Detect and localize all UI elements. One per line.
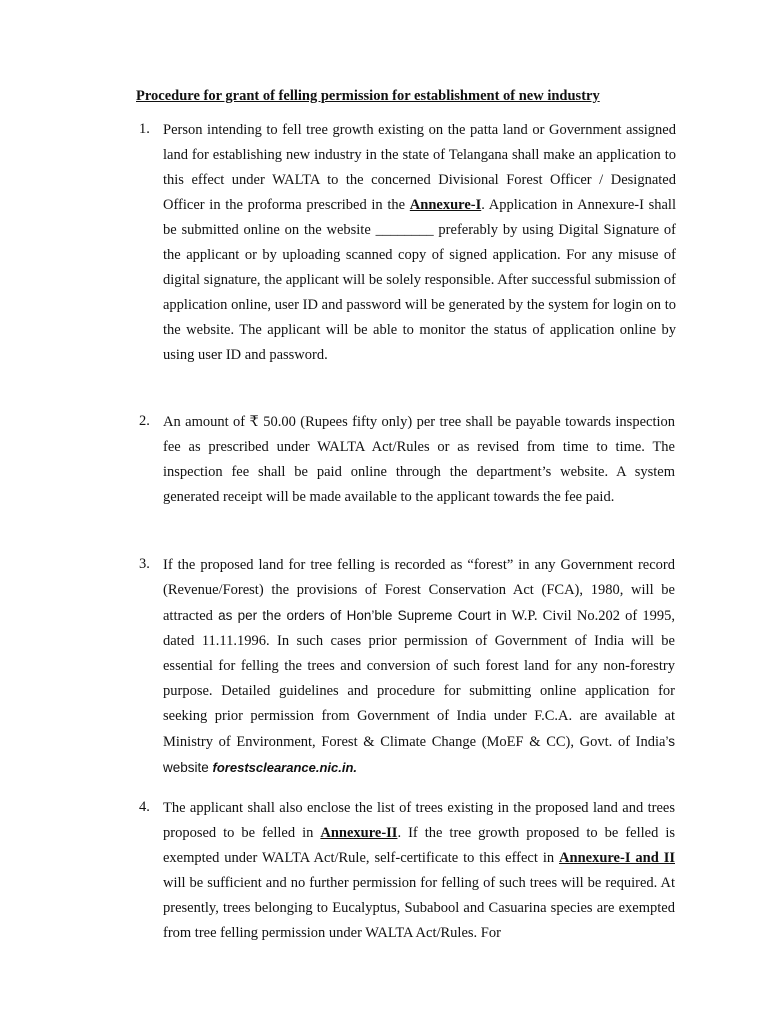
website-reference: forestsclearance.nic.in. <box>212 760 358 775</box>
item-text <box>163 118 676 368</box>
text-span: Person intending to fell tree growth existing on the patta land or Government assigned land for establishing new industry in the state of Telangana shall make an application to this effect under WALTA to the concerned Divisional Forest Officer / Designated Officer in the proforma prescribed in the <box>163 122 676 213</box>
item-text <box>163 410 675 510</box>
text-span: will be sufficient and no further permission for felling of such trees will be required. At presently, trees belonging to Eucalyptus, Subabool and Casuarina species are exempted from tree felling permission under WALTA Act/Rules. For <box>163 875 675 941</box>
item-number: 2. <box>139 413 150 429</box>
annexure-2-reference: Annexure-II <box>320 825 398 841</box>
item-number: 3. <box>139 556 150 572</box>
text-span: The applicant shall also enclose the list of trees existing in the proposed land and trees proposed to be felled in <box>163 800 675 841</box>
text-span: ’s website <box>163 734 675 775</box>
text-span: W.P. Civil No.202 of 1995, dated 11.11.1996. In such cases prior permission of Government of India will be essential for felling the trees and conversion of such forest land for any non-forestry purpose. Detailed guidelines and procedure for submitting online application for seeking prior permission from Government of India under F.C.A. are available at Ministry of Environment, Forest & Climate Change (MoEF & CC), Govt. of India <box>163 608 675 750</box>
item-number: 1. <box>139 121 150 137</box>
text-span: If the proposed land for tree felling is recorded as “forest” in any Government record (Revenue/Forest) the provisions of Forest Conservation Act (FCA), 1980, will be attracted <box>163 557 675 624</box>
item-text <box>163 553 675 781</box>
item-text <box>163 796 675 946</box>
annexure-1-reference: Annexure-I <box>409 197 482 213</box>
court-reference: as per the orders of Hon’ble Supreme Court in <box>218 608 507 623</box>
item-number: 4. <box>139 799 150 815</box>
text-span: . Application in Annexure-I shall be submitted online on the website ________ preferably by using Digital Signature of the applicant or by uploading scanned copy of signed application. For any misuse of digital signature, the applicant will be solely responsible. After successful submission of application online, user ID and password will be generated by the system for login on to the website. The applicant will be able to monitor the status of application online by using user ID and password. <box>163 197 676 363</box>
text-span: . If the tree growth proposed to be felled is exempted under WALTA Act/Rule, self-certificate to this effect in <box>163 825 675 866</box>
document-title: Procedure for grant of felling permission for establishment of new industry <box>136 88 600 104</box>
text-span: An amount of ₹ 50.00 (Rupees fifty only) per tree shall be payable towards inspection fee as prescribed under WALTA Act/Rules or as revised from time to time. The inspection fee shall be paid online through the department’s website. A system generated receipt will be made available to the applicant towards the fee paid. <box>163 414 675 505</box>
annexure-1-and-2-reference: Annexure-I and II <box>559 850 675 866</box>
